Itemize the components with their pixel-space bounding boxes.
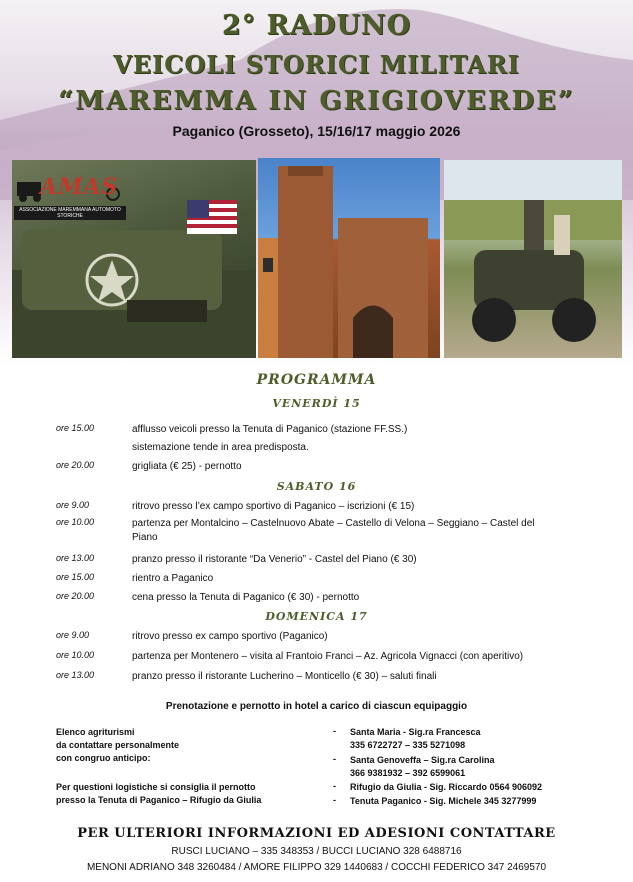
schedule-description: rientro a Paganico (132, 573, 214, 584)
contact-name: Santa Genoveffa – Sig.ra Carolina (350, 755, 495, 765)
footer-contacts-line: MENONI ADRIANO 348 3260484 / AMORE FILIPPO 329 1440683 / COCCHI FEDERICO 347 2469570 (86, 862, 547, 873)
schedule-description: Piano (132, 532, 158, 543)
day-heading: DOMENICA 17 (265, 610, 368, 623)
day-heading: VENERDÌ 15 (272, 397, 361, 410)
contact-entry (350, 795, 536, 808)
schedule-description: grigliata (€ 25) - pernotto (132, 461, 242, 472)
info-line: da contattare personalmente (56, 740, 180, 750)
contact-entry (350, 754, 495, 780)
day-heading: SABATO 16 (276, 480, 357, 493)
schedule-description: ritrovo presso l’ex campo sportivo di Paganico – iscrizioni (€ 15) (132, 501, 415, 512)
schedule-time: ore 20.00 (56, 460, 95, 470)
contact-name: Rifugio da Giulia - Sig. Riccardo 0564 906092 (350, 782, 543, 792)
contact-entry (350, 726, 481, 752)
schedule-time: ore 13.00 (56, 553, 95, 563)
list-dash: - (333, 754, 336, 764)
logistics-note (56, 781, 261, 807)
schedule-description: partenza per Montalcino – Castelnuovo Abate – Castello di Velona – Seggiano – Castel del (132, 518, 535, 529)
event-name-title: “MAREMMA IN GRIGIOVERDE” (58, 86, 575, 116)
schedule-time: ore 9.00 (56, 630, 90, 640)
info-line: Per questioni logistiche si consiglia il pernotto (56, 782, 256, 792)
logo-text: AMAS (40, 174, 119, 200)
footer-title: PER ULTERIORI INFORMAZIONI ED ADESIONI CONTATTARE (77, 826, 556, 841)
info-line: Elenco agriturismi (56, 727, 135, 737)
schedule-time: ore 15.00 (56, 572, 95, 582)
info-line: con congruo anticipo: (56, 753, 151, 763)
event-location-date: Paganico (Grosseto), 15/16/17 maggio 2026 (172, 123, 461, 139)
schedule-description: ritrovo presso ex campo sportivo (Paganico) (132, 631, 328, 642)
schedule-description: pranzo presso il ristorante “Da Venerio” - Castel del Piano (€ 30) (132, 554, 417, 565)
schedule-description: sistemazione tende in area predisposta. (132, 442, 309, 453)
list-dash: - (333, 726, 336, 736)
schedule-description: partenza per Montenero – visita al Frantoio Franci – Az. Agricola Vignacci (con aperitivo) (132, 651, 524, 662)
contact-phone: 335 6722727 – 335 5271098 (350, 740, 466, 750)
list-dash: - (333, 795, 336, 805)
contact-phone: 366 9381932 – 392 6599061 (350, 768, 466, 778)
schedule-time: ore 10.00 (56, 517, 95, 527)
list-dash: - (333, 781, 336, 791)
schedule-time: ore 9.00 (56, 500, 90, 510)
schedule-description: pranzo presso il ristorante Lucherino – Monticello (€ 30) – saluti finali (132, 671, 437, 682)
logo-subtext: ASSOCIAZIONE MAREMMANA AUTOMOTO STORICHE (14, 206, 126, 220)
schedule-description: cena presso la Tenuta di Paganico (€ 30) - pernotto (132, 592, 360, 603)
schedule-time: ore 10.00 (56, 650, 95, 660)
contact-name: Tenuta Paganico - Sig. Michele 345 3277999 (350, 796, 537, 806)
info-line: presso la Tenuta di Paganico – Rifugio da Giulia (56, 795, 262, 805)
agriturismi-intro (56, 726, 179, 765)
event-edition-title: 2° RADUNO (221, 10, 412, 41)
motorcycle-sidecar-photo (444, 160, 622, 358)
event-category-title: VEICOLI STORICI MILITARI (113, 50, 520, 79)
schedule-time: ore 15.00 (56, 423, 95, 433)
footer-contacts-line: RUSCI LUCIANO – 335 348353 / BUCCI LUCIANO 328 6488716 (171, 846, 462, 857)
village-tower-photo (258, 158, 440, 358)
booking-note: Prenotazione e pernotto in hotel a carico di ciascun equipaggio (165, 701, 468, 712)
contact-name: Santa Maria - Sig.ra Francesca (350, 727, 481, 737)
schedule-time: ore 20.00 (56, 591, 95, 601)
program-title: PROGRAMMA (256, 372, 377, 388)
schedule-description: afflusso veicoli presso la Tenuta di Paganico (stazione FF.SS.) (132, 424, 408, 435)
contact-entry (350, 781, 542, 794)
schedule-time: ore 13.00 (56, 670, 95, 680)
